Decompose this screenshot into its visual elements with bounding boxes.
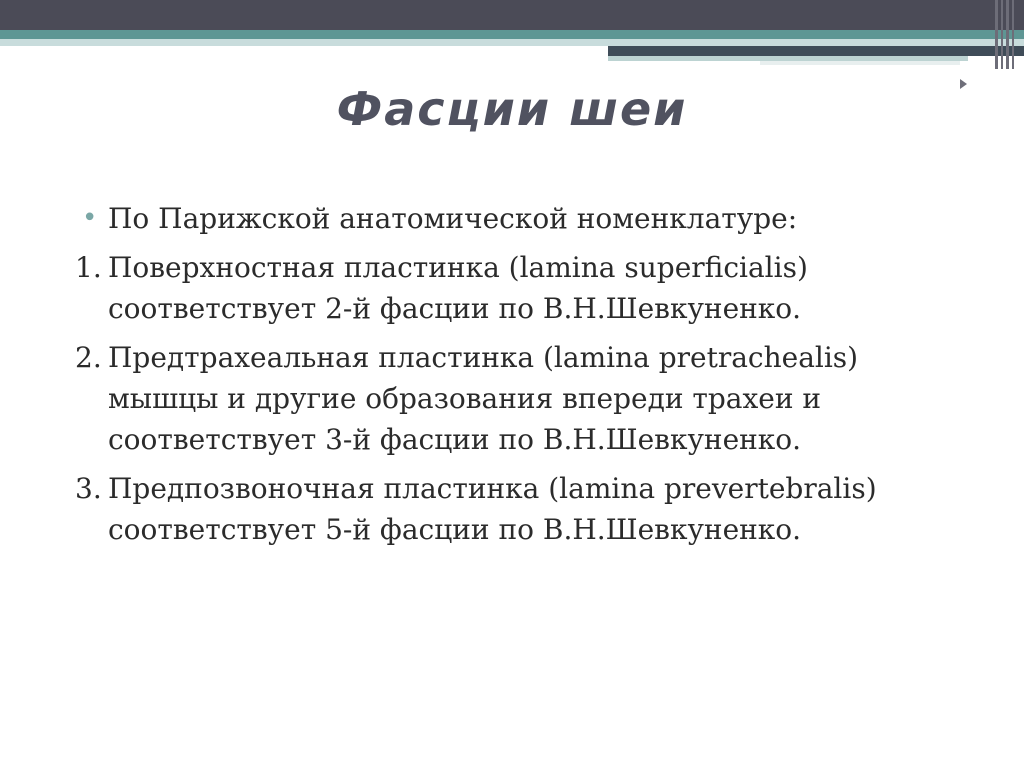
item-number: 2.: [75, 341, 102, 374]
bullet-icon: •: [82, 203, 98, 233]
decor-stripe: [995, 0, 998, 69]
decor-stripe: [1001, 0, 1003, 69]
list-item: [75, 337, 955, 460]
slide-title: Фасции шеи: [336, 82, 688, 136]
header-band-dark: [0, 0, 1024, 30]
slide-body: [75, 198, 955, 558]
list-item: [75, 247, 955, 329]
decor-stripe: [1006, 0, 1009, 69]
intro-text: По Парижской анатомической номенклатуре:: [108, 202, 798, 235]
header-band-right-dark: [608, 46, 1024, 56]
item-number: 3.: [75, 472, 102, 505]
header-band-teal: [0, 30, 1024, 39]
list-item: [75, 468, 955, 550]
item-text: Поверхностная пластинка (lamina superficialis) соответствует 2-й фасции по В.Н.Шевкуненко.: [108, 251, 808, 325]
intro-bullet: [75, 198, 955, 239]
decor-stripe: [1012, 0, 1014, 69]
header-band-light: [0, 39, 1024, 46]
item-text: Предпозвоночная пластинка (lamina prevertebralis) соответствует 5-й фасции по В.Н.Шевкуненко.: [108, 472, 877, 546]
header-band-right-white: [760, 61, 960, 65]
item-text: Предтрахеальная пластинка (lamina pretrachealis) мышцы и другие образования впереди трахеи и соответствует 3-й фасции по В.Н.Шевкуненко.: [108, 341, 859, 456]
item-number: 1.: [75, 251, 102, 284]
